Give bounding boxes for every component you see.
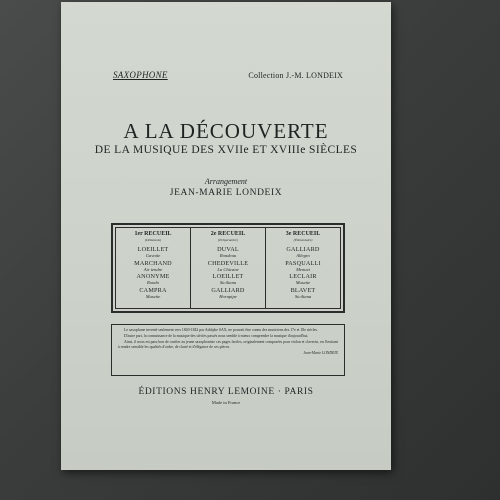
book-title: A LA DÉCOUVERTE — [123, 119, 329, 143]
piece-entry — [191, 246, 265, 259]
piece-entry — [191, 273, 265, 286]
collection-label: Collection J.-M. LONDEIX — [248, 71, 343, 80]
work-title: Siciliana — [294, 293, 312, 299]
work-title: Rondeau — [219, 253, 237, 258]
arrangement-label: Arrangement — [204, 177, 248, 186]
piece-entry — [191, 287, 265, 300]
composer-name: PASQUALLI — [285, 259, 321, 267]
book-subtitle: DE LA MUSIQUE DES XVIIe ET XVIIIe SIÈCLES — [94, 144, 358, 156]
booklet-cover — [61, 2, 391, 470]
composer-name: LOEILLET — [212, 273, 244, 280]
composer-name: BLAVET — [290, 286, 316, 294]
collection-title: 3e RECUEIL — [285, 231, 321, 237]
piece-entry — [191, 260, 265, 273]
composer-name: LOEILLET — [137, 246, 169, 253]
collection-level: (Préparatoire) — [218, 238, 238, 242]
work-title: Musette — [145, 293, 161, 299]
collection-title: 2e RECUEIL — [210, 231, 246, 237]
composer-name: CHEDEVILLE — [207, 259, 249, 267]
composer-name: LECLAIR — [289, 273, 317, 280]
contents-table-inner — [115, 227, 341, 309]
collection-title: 1er RECUEIL — [134, 231, 172, 237]
composer-name: MARCHAND — [134, 259, 172, 267]
composer-name: GALLIARD — [286, 246, 320, 253]
preface-notice — [111, 324, 345, 376]
piece-entry — [116, 287, 190, 300]
collection-column-3 — [266, 228, 340, 308]
piece-entry — [116, 260, 190, 273]
arranger-name: JEAN-MARIE LONDEIX — [169, 188, 283, 198]
header-line — [113, 70, 343, 80]
collection-level: (Débutants) — [144, 238, 162, 242]
work-title: Rondo — [147, 280, 159, 285]
composer-name: ANONYME — [136, 273, 170, 280]
publisher-name: ÉDITIONS HENRY LEMOINE · PARIS — [138, 387, 314, 397]
work-title: Menuet — [296, 266, 310, 272]
collection-level: (Élémentaire) — [293, 238, 313, 242]
composer-name: GALLIARD — [211, 286, 245, 294]
work-title: Allegro — [296, 253, 310, 258]
made-in-label: Made in France — [211, 400, 241, 405]
piece-entry — [266, 260, 340, 273]
work-title: Hornpipe — [219, 293, 237, 299]
contents-table — [111, 223, 345, 313]
series-label: SAXOPHONE — [113, 70, 168, 80]
work-title: Siciliana — [219, 280, 237, 285]
notice-paragraph: Le saxophone inventé seulement vers 1840-1842 par Adolphe SAX, ne pouvait être connu des musiciens des 17e et 18e siècles. — [124, 328, 318, 332]
piece-entry — [116, 246, 190, 259]
composer-name: CAMPRA — [139, 286, 167, 294]
piece-entry — [266, 287, 340, 300]
notice-signature: Jean-Marie LONDEIX — [303, 350, 338, 355]
collection-column-1 — [116, 228, 191, 308]
work-title: La Chicane — [217, 266, 239, 272]
work-title: Gavotte — [145, 253, 161, 258]
work-title: Air tendre — [143, 266, 163, 272]
collection-column-2 — [191, 228, 266, 308]
notice-paragraph: Ainsi, il nous est paru bon de confier au jeune saxophoniste ces pages faciles, originalement composées pour violon et clavecin, en l'invitant à rendre sensible les qualités d'ordre, de clarté et d'élégance de ces pièces. — [118, 339, 338, 349]
piece-entry — [266, 246, 340, 259]
work-title: Musette — [295, 280, 311, 285]
notice-paragraph: D'autre part, la connaissance de la musique des siècles passés nous semble à mieux comprendre la musique d'aujourd'hui. — [124, 333, 309, 338]
piece-entry — [266, 273, 340, 286]
piece-entry — [116, 273, 190, 286]
composer-name: DUVAL — [217, 246, 239, 253]
